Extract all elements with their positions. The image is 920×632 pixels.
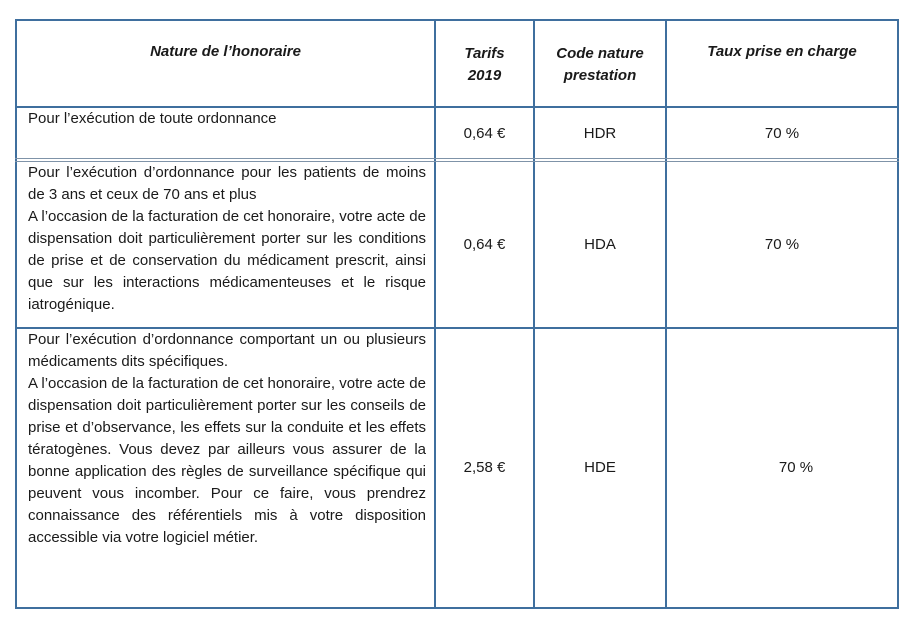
row-2-taux-value: 70 % <box>764 235 800 253</box>
table-row-3-description <box>17 329 434 549</box>
table-row-3-code <box>535 329 665 607</box>
header-taux-label: Taux prise en charge <box>707 43 857 60</box>
table-row-1-tarif <box>436 108 533 160</box>
table-row-2-code <box>535 162 665 327</box>
table-row-3-taux <box>667 329 897 607</box>
row-3-text-1: Pour l’exécution d’ordonnance comportant un ou plusieurs médicaments dits spécifiques. <box>28 331 426 370</box>
row-3-taux-value: 70 % <box>778 459 814 476</box>
header-tarifs-line2: 2019 <box>467 67 502 84</box>
row-2-text-2: A l’occasion de la facturation de cet honoraire, votre acte de dispensation doit particulièrement porter sur les conditions de prise et de conservation du médicament prescrit, ainsi que sur les interactions médicamenteuses et le risque iatrogénique. <box>28 208 426 313</box>
table-row-2-description <box>17 162 434 316</box>
row-1-code-value: HDR <box>583 125 617 142</box>
row-1-tarif-value: 0,64 € <box>463 125 506 142</box>
header-tarifs <box>436 40 533 90</box>
table-row-3-tarif <box>436 329 533 607</box>
table-row-2-taux <box>667 162 897 327</box>
header-tarifs-line1: Tarifs <box>464 45 505 62</box>
table-row-1-code <box>535 108 665 160</box>
table-row-1-description <box>17 108 434 130</box>
row-3-text-2: A l’occasion de la facturation de cet honoraire, votre acte de dispensation doit particulièrement porter sur les conseils de prise et d’observance, les effets sur la conduite et les effets tératogènes. Vous devez par ailleurs vous assurer de la bonne application des règles de surveillance spécifique qui peuvent vous incomber. Pour ce faire, vous prendrez connaissance des référentiels mis à votre disposition accessible via votre logiciel métier. <box>28 375 426 546</box>
header-taux <box>667 21 897 83</box>
header-code <box>535 40 665 90</box>
header-code-line1: Code nature <box>556 45 644 62</box>
row-1-text: Pour l’exécution de toute ordonnance <box>28 110 277 127</box>
table-row-1-taux <box>667 108 897 160</box>
table-row-2-tarif <box>436 162 533 327</box>
row-3-tarif-value: 2,58 € <box>463 459 506 476</box>
header-nature <box>17 21 434 83</box>
header-code-line2: prestation <box>563 67 637 84</box>
row-2-tarif-value: 0,64 € <box>463 235 506 253</box>
row-2-code-value: HDA <box>584 235 616 253</box>
row-3-code-value: HDE <box>584 459 616 476</box>
row-1-taux-value: 70 % <box>764 125 800 142</box>
header-nature-label: Nature de l’honoraire <box>150 43 301 60</box>
row-2-text-1: Pour l’exécution d’ordonnance pour les patients de moins de 3 ans et ceux de 70 ans et plus <box>28 164 426 203</box>
